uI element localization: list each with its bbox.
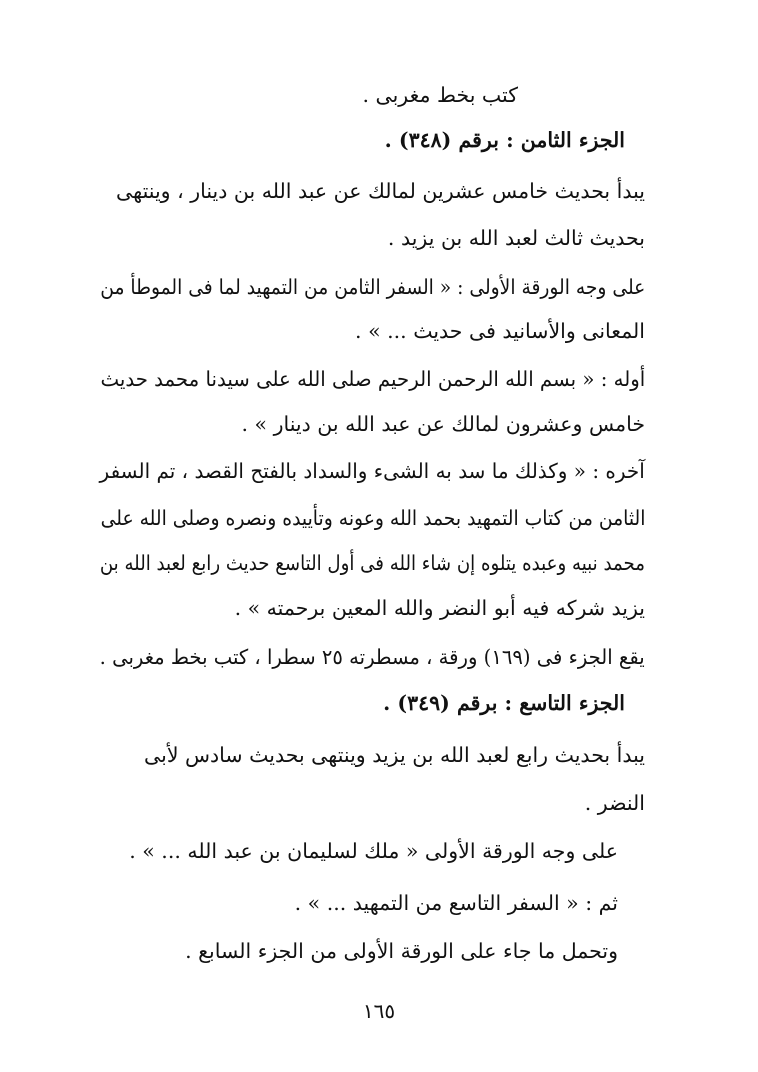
section-heading: الجزء التاسع : برقم (٣٤٩) . [383,691,625,715]
text-line: ثم : « السفر التاسع من التمهيد ... » . [294,891,618,915]
text-line: يزيد شركه فيه أبو النضر والله المعين برحمته » . [234,596,645,620]
text-line: وتحمل ما جاء على الورقة الأولى من الجزء السابع . [185,939,618,963]
text-line: على وجه الورقة الأولى : « السفر الثامن من التمهيد لما فى الموطأ من [99,275,645,299]
text-line: بحديث ثالث لعبد الله بن يزيد . [387,226,645,250]
text-line: يقع الجزء فى (١٦٩) ورقة ، مسطرته ٢٥ سطرا ، كتب بخط مغربى . [99,645,645,669]
section-heading: الجزء الثامن : برقم (٣٤٨) . [384,128,625,152]
text-line: المعانى والأسانيد فى حديث ... » . [355,319,645,343]
text-line: كتب بخط مغربى . [362,83,518,107]
text-line: النضر . [584,791,645,815]
page-number: ١٦٥ [362,999,396,1023]
text-line: على وجه الورقة الأولى « ملك لسليمان بن عبد الله ... » . [129,839,618,863]
text-line: خامس وعشرون لمالك عن عبد الله بن دينار » . [241,412,645,436]
text-line: آخره : « وكذلك ما سد به الشىء والسداد بالفتح القصد ، تم السفر [99,459,645,483]
text-line: الثامن من كتاب التمهيد بحمد الله وعونه وتأييده ونصره وصلى الله على [100,506,645,530]
text-line: يبدأ بحديث خامس عشرين لمالك عن عبد الله بن دينار ، وينتهى [116,179,645,203]
text-line: أوله : « بسم الله الرحمن الرحيم صلى الله على سيدنا محمد حديث [100,367,645,391]
text-line: محمد نبيه وعبده يتلوه إن شاء الله فى أول التاسع حديث رابع لعبد الله بن [99,551,645,575]
text-line: يبدأ بحديث رابع لعبد الله بن يزيد وينتهى بحديث سادس لأبى [144,743,645,767]
